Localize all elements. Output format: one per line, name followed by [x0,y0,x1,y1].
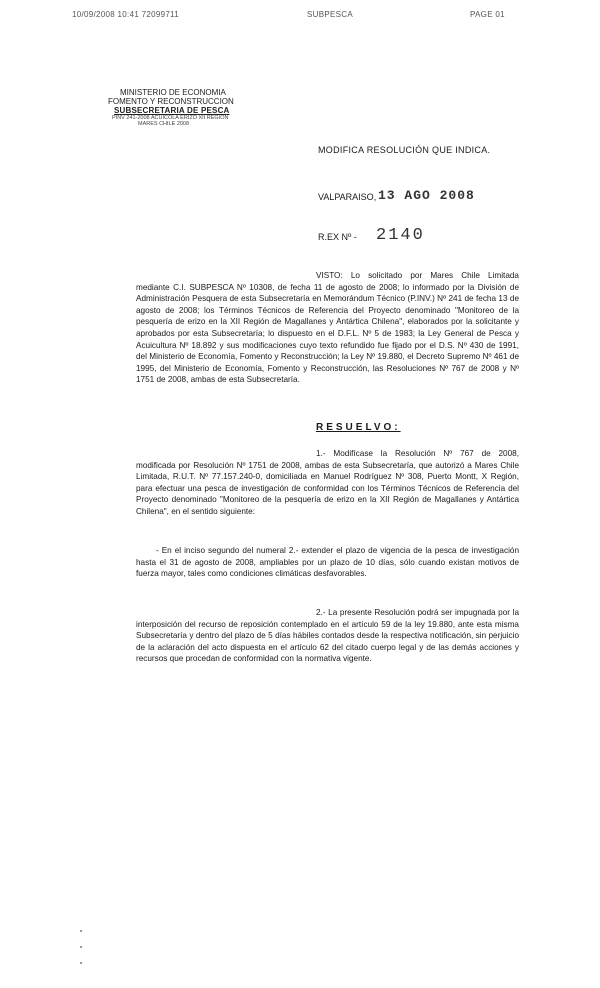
resolution-point-1: 1.- Modifícase la Resolución Nº 767 de 2008, modificada por Resolución Nº 1751 de 2008, ambas de esta Subsecretaría, que autorizó a Mares Chile Limitada, R.U.T. Nº 77.157.240-0, domiciliada en Manuel Rodríguez Nº 308, Puerto Montt, X Región, para efectuar una pesca de investigación de conformidad con los Términos Técnicos de Referencia del Proyecto denominado "Monitoreo de la pesquería de erizo en la XII Región de Magallanes y Antártica Chilena", en el sentido siguiente: [136,449,519,516]
date-place: VALPARAISO, [318,192,377,202]
date-stamp: 13 AGO 2008 [378,188,475,203]
resolution-number-line [318,226,478,246]
scan-mark [80,930,82,932]
resuelvo-heading: RESUELVO: [316,422,401,433]
fax-header-left: 10/09/2008 10:41 72099711 [72,10,180,19]
letterhead [108,88,258,127]
fax-header-sender: SUBPESCA [307,10,353,19]
visto-paragraph: VISTO: Lo solicitado por Mares Chile Limitada mediante C.I. SUBPESCA Nº 10308, de fecha 11 de agosto de 2008; lo informado por la División de Administración Pesquera de esta Subsecretaría en Memorándum Técnico (P.INV.) Nº 241 de fecha 13 de agosto de 2008; los Términos Técnicos de Referencia del Proyecto denominado "Monitoreo de la pesquería de erizo en la XII Región de Magallanes y Antártica Chilena", elaborados por la solicitante y aprobados por esta Subsecretaría; lo dispuesto en el D.F.L. Nº 5 de 1983; la Ley General de Pesca y Acuicultura Nº 18.892 y sus modificaciones cuyo texto refundido fue fijado por el D.S. Nº 430 de 1991, del Ministerio de Economía, Fomento y Reconstrucción; la Ley Nº 19.880, el Decreto Supremo Nº 461 de 1995, del Ministerio de Economía, Fomento y Reconstrucción, las Resoluciones Nº 767 de 2008 y Nº 1751 de 2008, ambas de esta Subsecretaría. [136,271,519,385]
letterhead-ministry-cont: FOMENTO Y RECONSTRUCCION [108,97,234,106]
letterhead-reference: PINV 241-2008 ACUICOLA ERIZO XII REGION [112,115,229,121]
document-subject: MODIFICA RESOLUCIÓN QUE INDICA. [318,145,491,155]
letterhead-ministry: MINISTERIO DE ECONOMIA [120,88,226,97]
resolution-number: 2140 [376,226,425,245]
scan-mark [80,962,82,964]
resolution-point-1-bullet: - En el inciso segundo del numeral 2.- extender el plazo de vigencia de la pesca de investigación hasta el 31 de agosto de 2008, ampliables por un plazo de 10 días, sólo cuando existan motivos de fuerza mayor, tales como condiciones climáticas desfavorables. [136,546,519,579]
date-line [318,188,498,208]
fax-header-page: PAGE 01 [470,10,505,19]
scan-mark [80,946,82,948]
letterhead-subsecretaria: SUBSECRETARIA DE PESCA [114,106,230,115]
letterhead-reference-2: MARES CHILE 2008 [138,121,190,127]
resolution-number-label: R.EX Nº - [318,232,357,242]
resolution-point-2: 2.- La presente Resolución podrá ser impugnada por la interposición del recurso de reposición contemplado en el artículo 59 de la ley 19.880, ante esta misma Subsecretaría y dentro del plazo de 5 días hábiles contados desde la respectiva notificación, sin perjuicio de la aclaración del acto dispuesta en el artículo 62 del citado cuerpo legal y de las demás acciones y recursos que procedan de conformidad con la normativa vigente. [136,608,519,664]
